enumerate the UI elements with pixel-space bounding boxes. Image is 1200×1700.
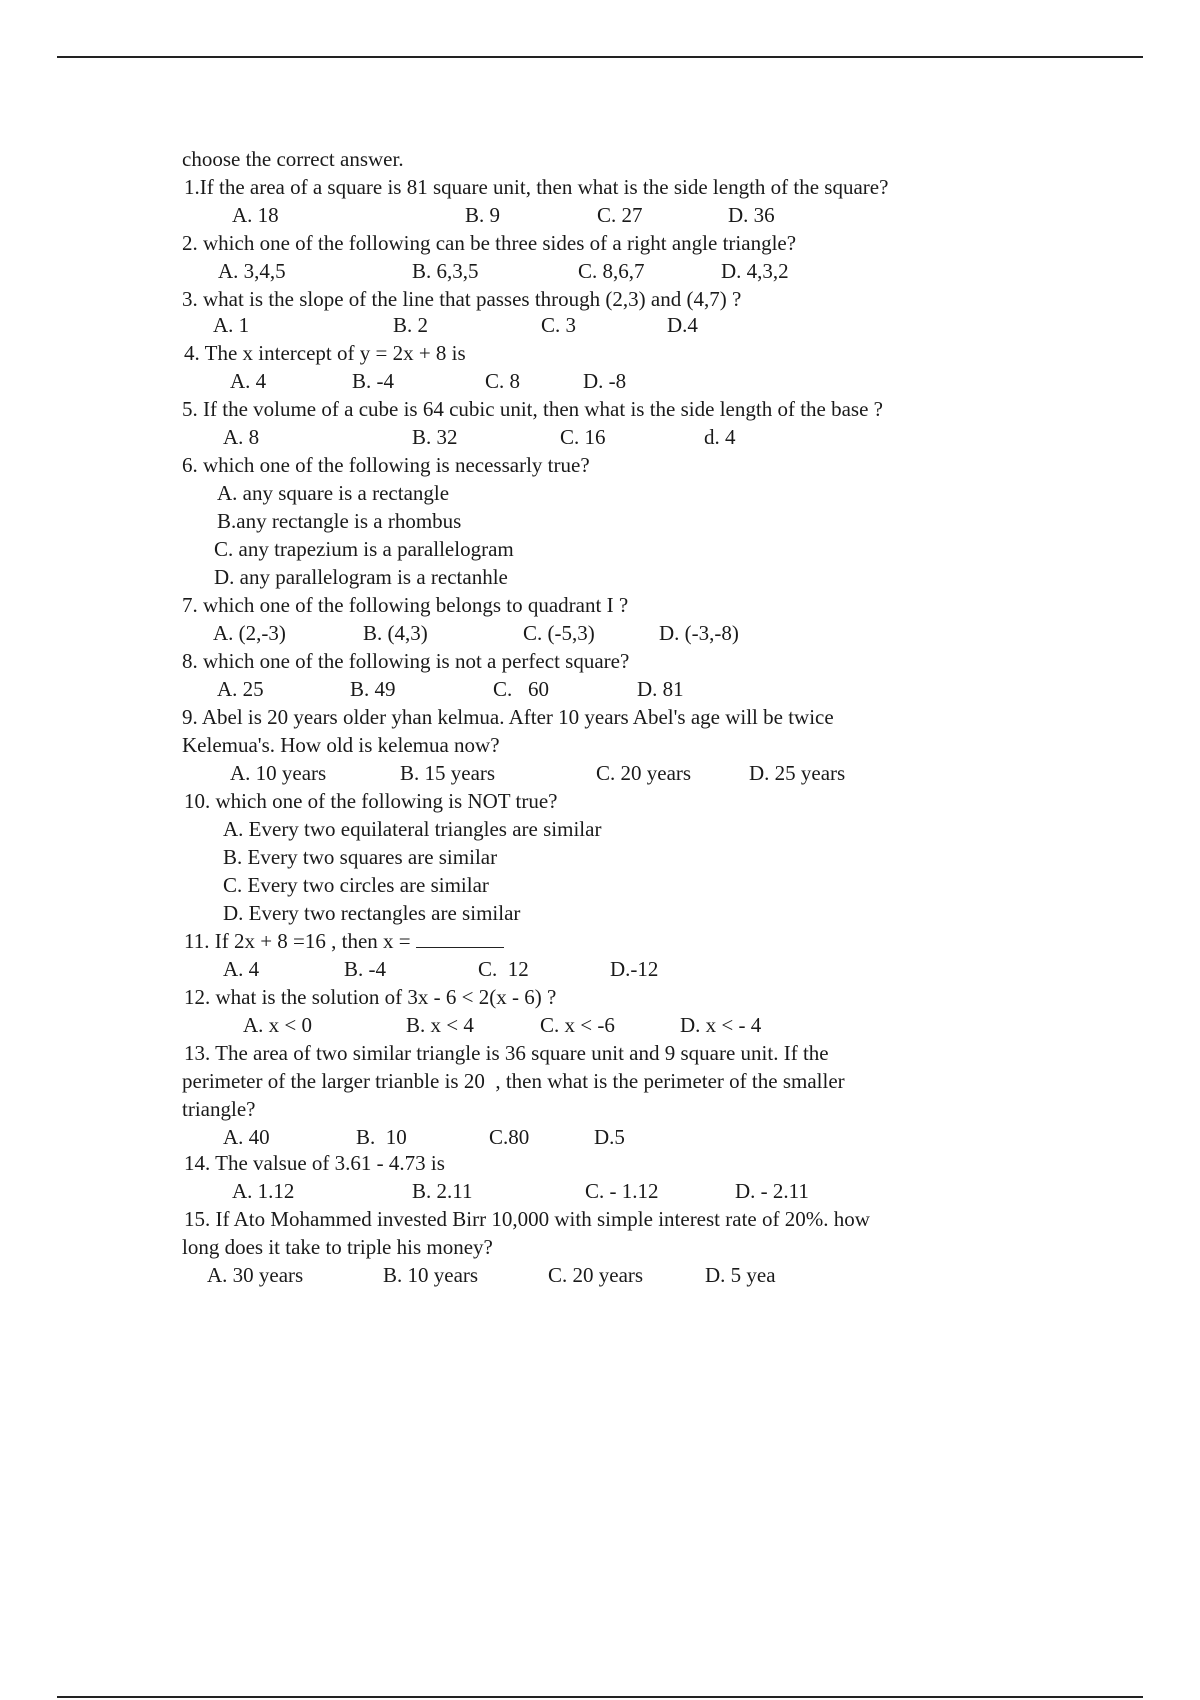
q12-option-d: D. x < - 4 — [680, 1013, 762, 1037]
q4-option-a: A. 4 — [230, 369, 267, 393]
q12-option-b: B. x < 4 — [406, 1013, 474, 1037]
q7-option-a: A. (2,-3) — [213, 621, 286, 645]
q11-option-d: D.-12 — [610, 957, 659, 981]
question-5: 5. If the volume of a cube is 64 cubic unit, then what is the side length of the base ? — [182, 397, 883, 421]
q6-option-d: D. any parallelogram is a rectanhle — [214, 565, 508, 589]
question-13: 13. The area of two similar triangle is 36 square unit and 9 square unit. If the — [184, 1041, 829, 1065]
answer-blank — [416, 929, 504, 948]
q5-option-b: B. 32 — [412, 425, 458, 449]
q10-option-b: B. Every two squares are similar — [223, 845, 498, 869]
q2-option-b: B. 6,3,5 — [412, 259, 479, 283]
q2-option-c: C. 8,6,7 — [578, 259, 645, 283]
q10-option-a: A. Every two equilateral triangles are similar — [223, 817, 602, 841]
q13-option-d: D.5 — [594, 1125, 625, 1149]
q9-option-a: A. 10 years — [230, 761, 327, 785]
question-10: 10. which one of the following is NOT true? — [184, 789, 558, 813]
question-12: 12. what is the solution of 3x - 6 < 2(x - 6) ? — [184, 985, 557, 1009]
q9-option-c: C. 20 years — [596, 761, 692, 785]
q12-option-c: C. x < -6 — [540, 1013, 615, 1037]
q9-option-b: B. 15 years — [400, 761, 496, 785]
question-3: 3. what is the slope of the line that passes through (2,3) and (4,7) ? — [182, 287, 742, 311]
q8-option-a: A. 25 — [217, 677, 264, 701]
q8-option-c: C. 60 — [493, 677, 550, 701]
q3-option-a: A. 1 — [213, 313, 250, 337]
q2-option-a: A. 3,4,5 — [218, 259, 286, 283]
question-9: 9. Abel is 20 years older yhan kelmua. After 10 years Abel's age will be twice — [182, 705, 834, 729]
q6-option-a: A. any square is a rectangle — [217, 481, 450, 505]
q6-option-b: B.any rectangle is a rhombus — [217, 509, 462, 533]
q7-option-c: C. (-5,3) — [523, 621, 595, 645]
q1-option-c: C. 27 — [597, 203, 643, 227]
q6-option-c: C. any trapezium is a parallelogram — [214, 537, 514, 561]
q12-option-a: A. x < 0 — [243, 1013, 313, 1037]
q10-option-c: C. Every two circles are similar — [223, 873, 489, 897]
q14-option-d: D. - 2.11 — [735, 1179, 809, 1203]
q13-option-a: A. 40 — [223, 1125, 270, 1149]
q13-option-c: C.80 — [489, 1125, 530, 1149]
question-8: 8. which one of the following is not a perfect square? — [182, 649, 630, 673]
q3-option-c: C. 3 — [541, 313, 577, 337]
question-11-text: 11. If 2x + 8 =16 , then x = — [184, 929, 416, 953]
q1-option-b: B. 9 — [465, 203, 501, 227]
q3-option-b: B. 2 — [393, 313, 429, 337]
q4-option-c: C. 8 — [485, 369, 521, 393]
q14-option-b: B. 2.11 — [412, 1179, 473, 1203]
question-15-line-2: long does it take to triple his money? — [182, 1235, 493, 1259]
q2-option-d: D. 4,3,2 — [721, 259, 789, 283]
question-14: 14. The valsue of 3.61 - 4.73 is — [184, 1151, 445, 1175]
q4-option-d: D. -8 — [583, 369, 627, 393]
q10-option-d: D. Every two rectangles are similar — [223, 901, 521, 925]
header-rule — [57, 56, 1143, 58]
q1-option-a: A. 18 — [232, 203, 279, 227]
q14-option-a: A. 1.12 — [232, 1179, 295, 1203]
question-13-line-2: perimeter of the larger trianble is 20 , then what is the perimeter of the smaller — [182, 1069, 845, 1093]
q8-option-d: D. 81 — [637, 677, 684, 701]
question-6: 6. which one of the following is necessarly true? — [182, 453, 590, 477]
instruction-text: choose the correct answer. — [182, 147, 404, 171]
q7-option-d: D. (-3,-8) — [659, 621, 739, 645]
question-11 — [184, 928, 504, 954]
question-15: 15. If Ato Mohammed invested Birr 10,000 with simple interest rate of 20%. how — [184, 1207, 870, 1231]
q15-option-d: D. 5 yea — [705, 1263, 776, 1287]
q11-option-c: C. 12 — [478, 957, 529, 981]
q4-option-b: B. -4 — [352, 369, 394, 393]
q5-option-c: C. 16 — [560, 425, 606, 449]
q15-option-b: B. 10 years — [383, 1263, 479, 1287]
q14-option-c: C. - 1.12 — [585, 1179, 659, 1203]
q9-option-d: D. 25 years — [749, 761, 846, 785]
q15-option-c: C. 20 years — [548, 1263, 644, 1287]
question-9-line-2: Kelemua's. How old is kelemua now? — [182, 733, 500, 757]
question-4: 4. The x intercept of y = 2x + 8 is — [184, 341, 466, 365]
q5-option-a: A. 8 — [223, 425, 260, 449]
q11-option-a: A. 4 — [223, 957, 260, 981]
question-13-line-3: triangle? — [182, 1097, 256, 1121]
question-1: 1.If the area of a square is 81 square unit, then what is the side length of the square? — [184, 175, 889, 199]
q7-option-b: B. (4,3) — [363, 621, 428, 645]
q15-option-a: A. 30 years — [207, 1263, 304, 1287]
question-2: 2. which one of the following can be three sides of a right angle triangle? — [182, 231, 797, 255]
q3-option-d: D.4 — [667, 313, 698, 337]
footer-rule — [57, 1696, 1143, 1698]
question-7: 7. which one of the following belongs to quadrant I ? — [182, 593, 629, 617]
q11-option-b: B. -4 — [344, 957, 386, 981]
q8-option-b: B. 49 — [350, 677, 396, 701]
q5-option-d: d. 4 — [704, 425, 736, 449]
q13-option-b: B. 10 — [356, 1125, 407, 1149]
q1-option-d: D. 36 — [728, 203, 775, 227]
